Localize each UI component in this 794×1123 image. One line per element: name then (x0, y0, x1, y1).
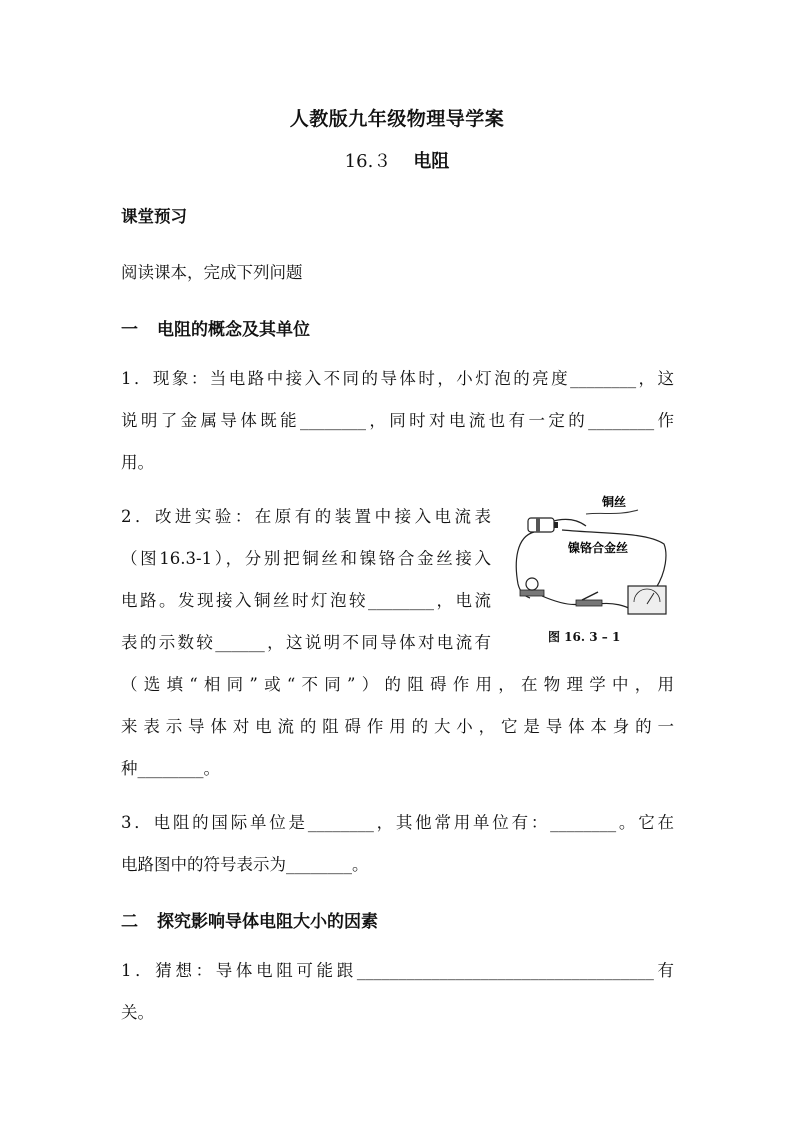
question-1-line-3: 用。 (121, 453, 154, 472)
wire-bottom-right (598, 603, 632, 610)
part2-question-1-line-1: 1．猜想：导体电阻可能跟____________________________________有 (121, 961, 674, 980)
question-2-line-3: 电路。发现接入铜丝时灯泡较________，电流 (121, 591, 491, 610)
question-3-line-1: 3．电阻的国际单位是________，其他常用单位有：________。它在 (121, 813, 674, 832)
question-2-line-4: 表的示数较______，这说明不同导体对电流有 (121, 633, 491, 652)
bulb-base (520, 590, 544, 596)
part1-heading (121, 315, 310, 340)
label-nichrome-wire: 镍铬合金丝 (568, 541, 629, 555)
question-1-line-1: 1．现象：当电路中接入不同的导体时，小灯泡的亮度________，这 (121, 369, 674, 388)
part1-mark: 一 (121, 320, 138, 340)
label-copper-wire: 铜丝 (602, 495, 627, 509)
preview-heading: 课堂预习 (121, 207, 187, 226)
section-number: 16.３ (344, 151, 392, 172)
wire-right (562, 530, 666, 588)
question-3 (121, 802, 674, 886)
part2-mark: 二 (121, 912, 138, 932)
switch-base (576, 600, 602, 606)
section-title (0, 147, 794, 173)
question-2-line-6: 来表示导体对电流的阻碍作用的大小，它是导体本身的一 (121, 717, 674, 736)
section-name: 电阻 (413, 151, 450, 172)
instruction-text: 阅读课本，完成下列问题 (121, 263, 303, 282)
part2-heading-text: 探究影响导体电阻大小的因素 (157, 912, 378, 932)
circuit-figure (506, 492, 676, 622)
copper-wire (586, 510, 638, 514)
wire-bottom-left (542, 596, 580, 605)
battery-icon (528, 518, 554, 532)
part2-heading (121, 907, 378, 932)
question-1 (121, 358, 674, 484)
ammeter-icon (628, 586, 666, 614)
question-1-line-2: 说明了金属导体既能________，同时对电流也有一定的________作 (121, 411, 674, 430)
figure-caption: 图 16. 3 – 1 (548, 630, 621, 644)
bulb-icon (526, 578, 538, 590)
question-2-full (121, 664, 674, 790)
part2-question-1-line-2: 关。 (121, 1003, 154, 1022)
question-3-line-2: 电路图中的符号表示为________。 (121, 855, 369, 874)
question-2-wrapped (121, 496, 491, 664)
page-title: 人教版九年级物理导学案 (289, 108, 505, 130)
question-2-line-1: 2．改进实验：在原有的装置中接入电流表 (121, 507, 491, 526)
part1-heading-text: 电阻的概念及其单位 (157, 320, 310, 340)
question-2-line-5: （选填“相同”或“不同”）的阻碍作用，在物理学中，用 (121, 675, 674, 694)
switch-icon (582, 592, 598, 600)
part2-question-1 (121, 950, 674, 1034)
question-2-line-7: 种________。 (121, 759, 220, 778)
question-2-line-2: （图16.3-1），分别把铜丝和镍铬合金丝接入 (121, 549, 491, 568)
